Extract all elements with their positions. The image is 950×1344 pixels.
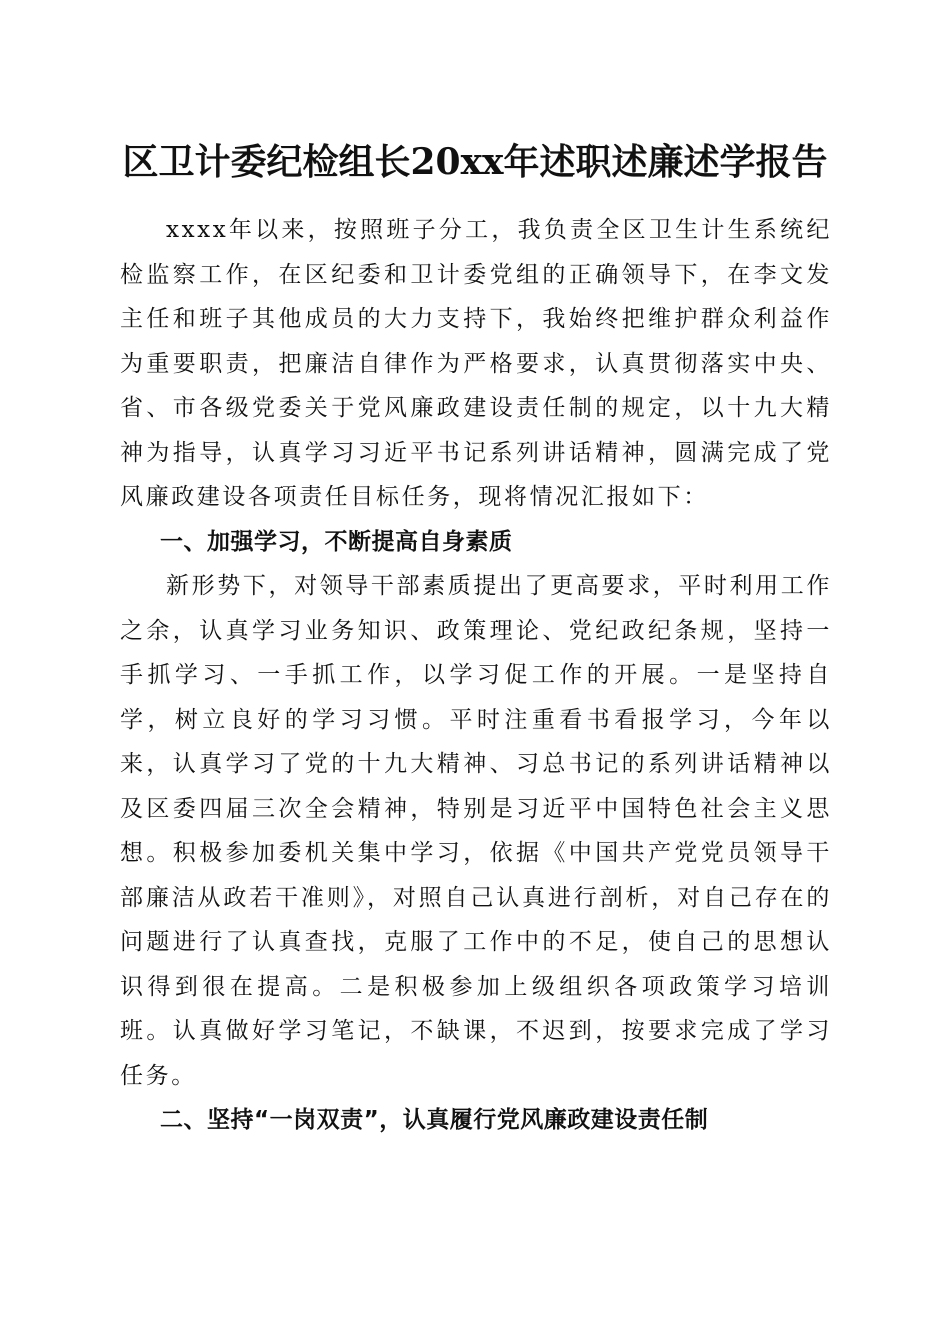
intro-paragraph: xxxx年以来，按照班子分工，我负责全区卫生计生系统纪检监察工作，在区纪委和卫计委党组的正确领导下，在李文发主任和班子其他成员的大力支持下，我始终把维护群众利益作为重要职责，把廉洁自律作为严格要求，认真贯彻落实中央、省、市各级党委关于党风廉政建设责任制的规定，以十九大精神为指导，认真学习习近平书记系列讲话精神，圆满完成了党风廉政建设各项责任目标任务，现将情况汇报如下： (120, 217, 832, 510)
section-heading-1: 一、加强学习，不断提高自身素质 (160, 528, 513, 555)
document-title: 区卫计委纪检组长20xx年述职述廉述学报告 (122, 141, 828, 183)
section-paragraph-1: 新形势下，对领导干部素质提出了更高要求，平时利用工作之余，认真学习业务知识、政策理论、党纪政纪条规，坚持一手抓学习、一手抓工作，以学习促工作的开展。一是坚持自学，树立良好的学习习惯。平时注重看书看报学习，今年以来，认真学习了党的十九大精神、习总书记的系列讲话精神以及区委四届三次全会精神，特别是习近平中国特色社会主义思想。积极参加委机关集中学习，依据《中国共产党党员领导干部廉洁从政若干准则》，对照自己认真进行剖析，对自己存在的问题进行了认真查找，克服了工作中的不足，使自己的思想认识得到很在提高。二是积极参加上级组织各项政策学习培训班。认真做好学习笔记，不缺课，不迟到，按要求完成了学习任务。 (120, 573, 832, 1089)
section-heading-2: 二、坚持“一岗双责”，认真履行党风廉政建设责任制 (160, 1107, 709, 1133)
document-body (120, 208, 832, 1143)
